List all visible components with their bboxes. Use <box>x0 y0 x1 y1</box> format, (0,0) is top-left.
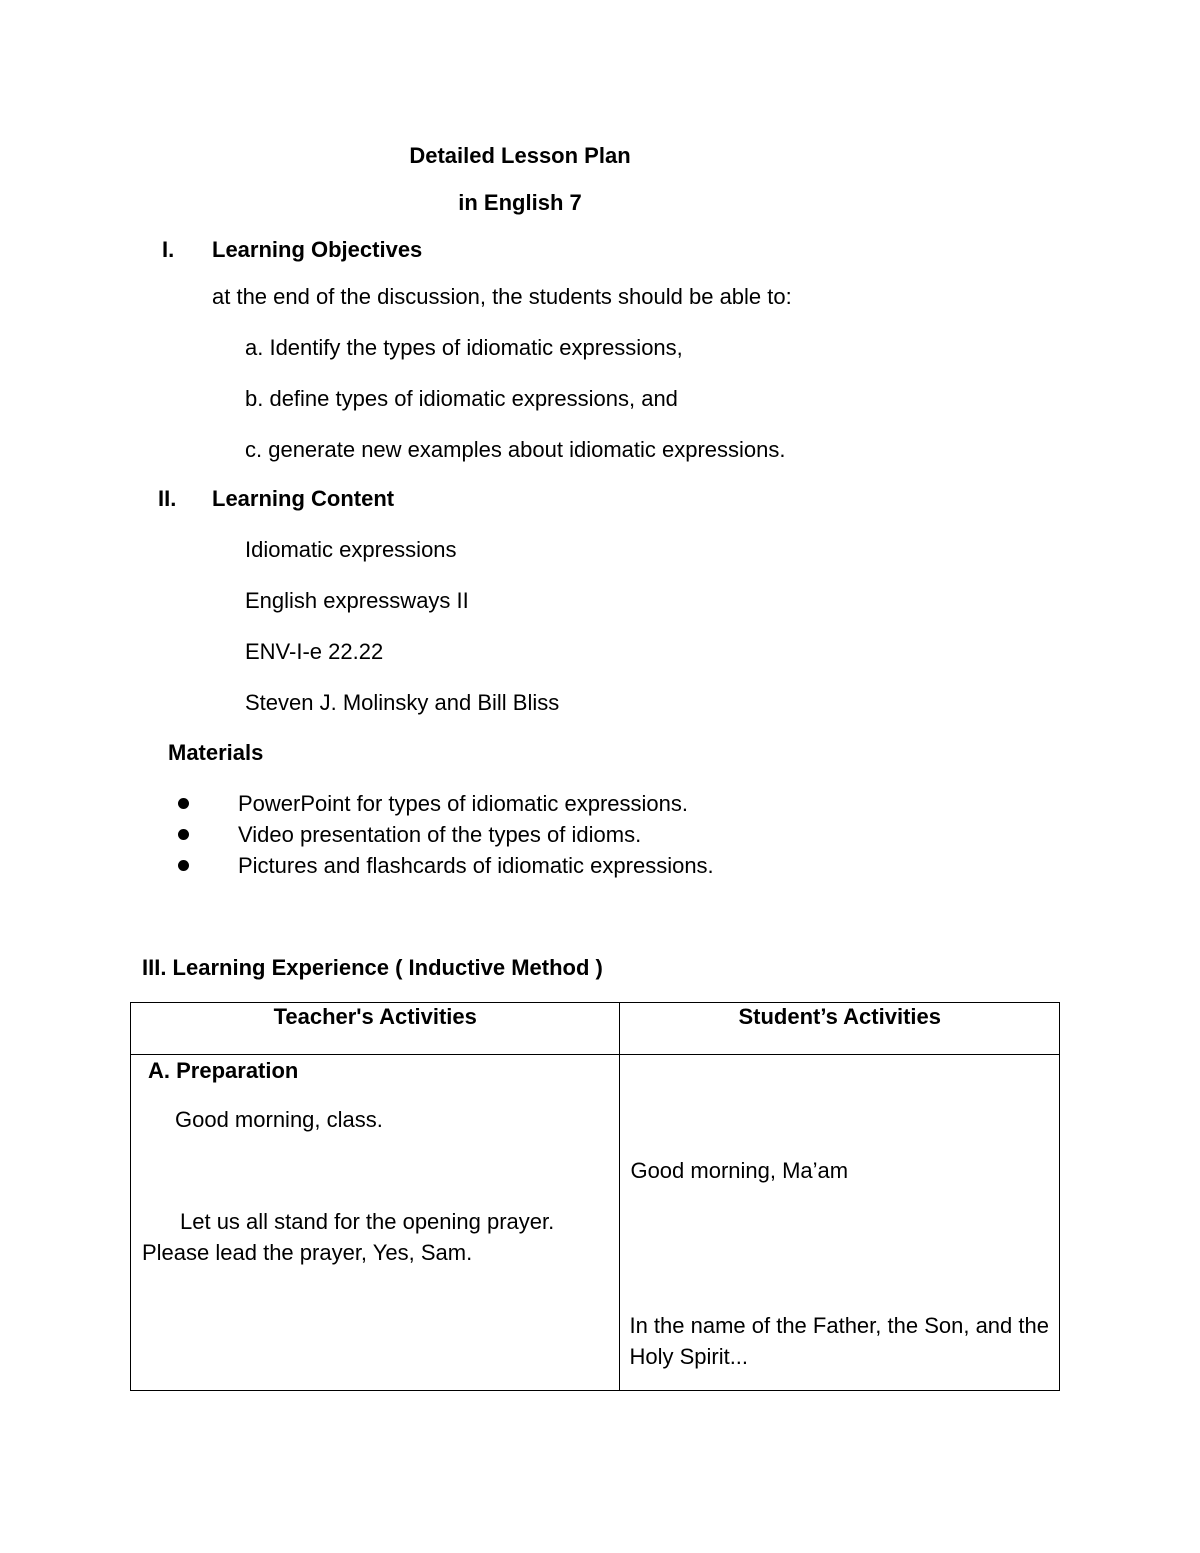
document-subtitle: in English 7 <box>458 190 582 215</box>
content-line: Idiomatic expressions <box>245 537 457 562</box>
teacher-prayer-line: Please lead the prayer, Yes, Sam. <box>142 1240 473 1265</box>
bullet-dot-icon <box>178 829 189 840</box>
student-greeting: Good morning, Ma’am <box>630 1158 849 1183</box>
content-numeral: II. <box>158 486 177 511</box>
bullet-dot-icon <box>178 860 189 871</box>
objective-item: c. generate new examples about idiomatic expressions. <box>245 437 786 462</box>
table-row <box>131 1055 1060 1391</box>
objectives-numeral: I. <box>162 237 175 262</box>
content-line: Steven J. Molinsky and Bill Bliss <box>245 690 560 715</box>
table-header-row <box>131 1003 1060 1055</box>
objective-item: b. define types of idiomatic expressions, and <box>245 386 678 411</box>
preparation-heading: A. Preparation <box>148 1058 299 1083</box>
materials-item: Video presentation of the types of idioms. <box>238 822 642 847</box>
objective-item: a. Identify the types of idiomatic expressions, <box>245 335 683 360</box>
teacher-greeting: Good morning, class. <box>175 1107 383 1132</box>
student-prayer: In the name of the Father, the Son, and the Holy Spirit... <box>629 1313 1049 1369</box>
teacher-column-header: Teacher's Activities <box>131 1003 620 1055</box>
activities-table <box>130 1002 1060 1391</box>
bullet-dot-icon <box>178 798 189 809</box>
document-title: Detailed Lesson Plan <box>409 143 631 168</box>
student-activities-cell <box>620 1055 1060 1391</box>
content-heading: Learning Content <box>212 486 395 511</box>
experience-heading: III. Learning Experience ( Inductive Method ) <box>142 955 603 980</box>
materials-item: Pictures and flashcards of idiomatic expressions. <box>238 853 714 878</box>
student-column-header: Student’s Activities <box>620 1003 1060 1055</box>
content-line: English expressways II <box>245 588 469 613</box>
teacher-activities-cell <box>131 1055 620 1391</box>
materials-heading: Materials <box>168 740 264 765</box>
teacher-prayer-line: Let us all stand for the opening prayer. <box>180 1209 555 1234</box>
objectives-heading: Learning Objectives <box>212 237 423 262</box>
content-line: ENV-I-e 22.22 <box>245 639 384 664</box>
materials-item: PowerPoint for types of idiomatic expressions. <box>238 791 688 816</box>
objectives-intro: at the end of the discussion, the students should be able to: <box>212 284 792 309</box>
